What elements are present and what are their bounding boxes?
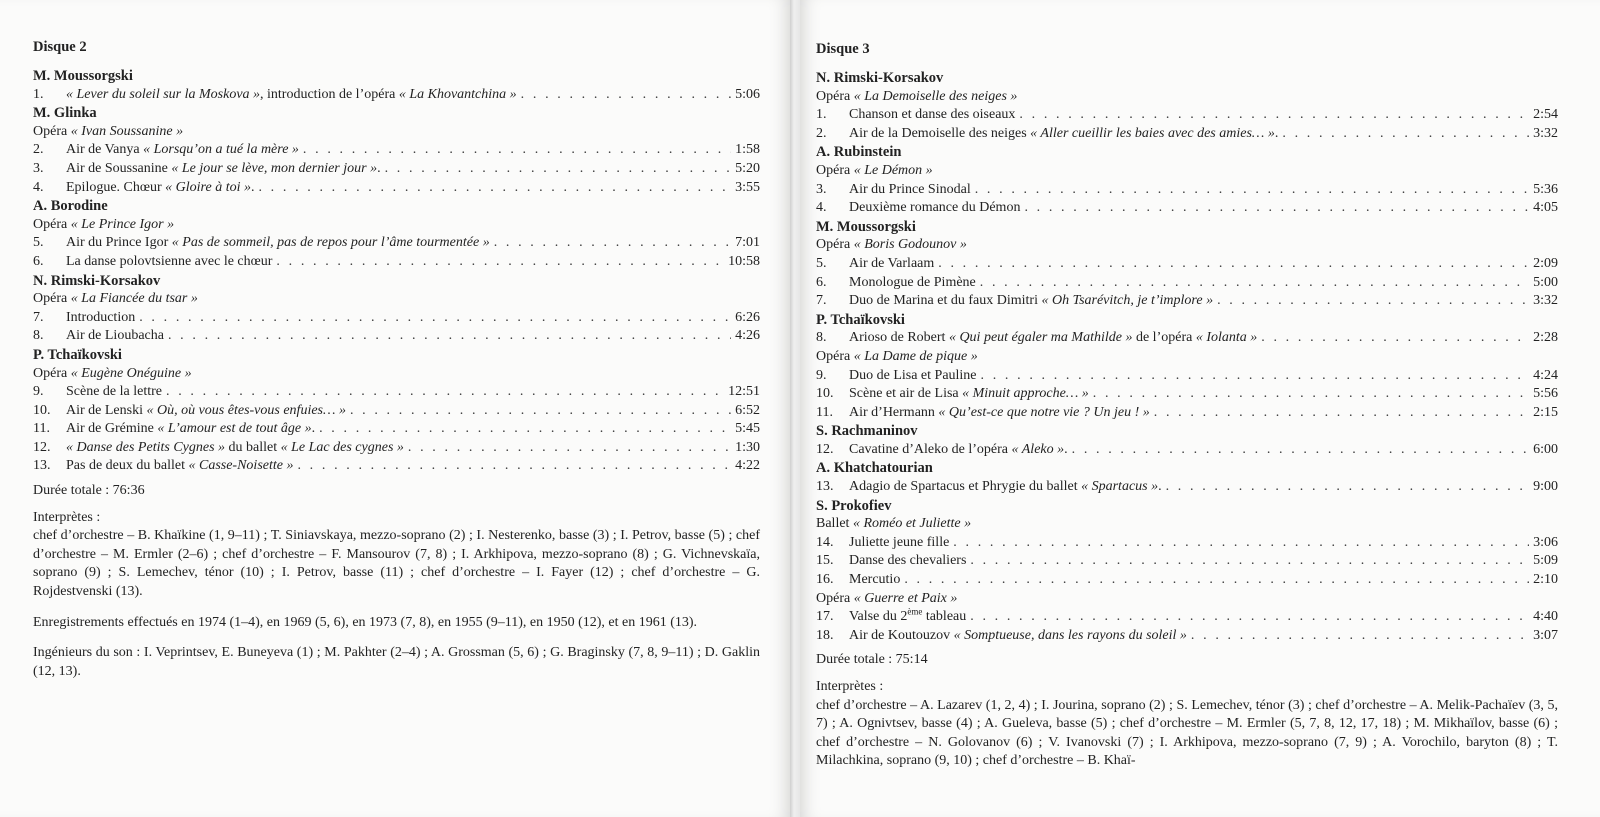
track-duration: 2:15 (1533, 404, 1558, 420)
track-row (816, 292, 1558, 311)
dot-leader (970, 552, 1529, 571)
track-title (849, 478, 1162, 497)
track-duration: 3:06 (1533, 534, 1558, 550)
track-title (849, 404, 1150, 423)
title-text: Duo de Marina et du faux Dimitri (849, 293, 1042, 309)
dot-leader (1166, 478, 1530, 497)
track-duration: 5:00 (1533, 274, 1558, 290)
dot-leader (981, 367, 1530, 386)
title-text: Arioso de Robert (849, 330, 949, 346)
italic-title: « Où, où vous êtes-vous enfuies… » (146, 402, 346, 418)
dot-leader (1282, 125, 1529, 144)
track-number: 8. (816, 330, 827, 346)
title-text: Chanson et danse des oiseaux (849, 107, 1016, 123)
track-title (849, 199, 1020, 218)
track-title (66, 234, 490, 253)
track-row (33, 141, 760, 160)
track-title (849, 274, 976, 293)
track-duration: 9:00 (1533, 479, 1558, 495)
dot-leader (938, 255, 1529, 274)
italic-title: « Oh Tsarévitch, je t’implore » (1041, 293, 1214, 309)
track-duration: 3:55 (735, 179, 760, 195)
italic-title: « Gloire à toi » (165, 179, 251, 195)
title-text: Duo de Lisa et Pauline (849, 367, 977, 383)
track-title (66, 327, 164, 346)
track-title (849, 534, 949, 553)
title-text: Danse des chevaliers (849, 553, 967, 569)
work-title (33, 365, 760, 384)
performers-label: Interprètes : (33, 509, 101, 525)
track-number: 18. (816, 627, 834, 643)
track-title (849, 255, 934, 274)
work-title (816, 88, 1558, 107)
track-number: 12. (816, 441, 834, 457)
track-duration: 5:06 (735, 86, 760, 102)
track-duration: 5:20 (735, 160, 760, 176)
dot-leader (970, 608, 1529, 627)
dot-leader (166, 383, 724, 402)
work-title (33, 290, 760, 309)
track-number: 7. (816, 293, 827, 309)
track-row (816, 608, 1558, 627)
title-text: . (1064, 441, 1068, 457)
track-duration: 10:58 (728, 253, 760, 269)
track-number: 3. (816, 181, 827, 197)
italic-title: « Pas de sommeil, pas de repos pour l’âme tourmentée » (171, 235, 490, 251)
composer-heading: A. Borodine (33, 198, 108, 215)
track-title (849, 125, 1278, 144)
track-number: 1. (816, 107, 827, 123)
track-title (849, 385, 1089, 404)
italic-title: « Qu’est-ce que notre vie ? Un jeu ! » (938, 404, 1150, 420)
title-text: . (377, 160, 381, 176)
track-title (849, 571, 900, 590)
track-duration: 5:56 (1533, 386, 1558, 402)
italic-title: « La Khovantchina » (398, 86, 517, 102)
title-text: Opéra (33, 365, 71, 381)
track-row (33, 420, 760, 439)
track-title (66, 160, 381, 179)
dot-leader (1024, 199, 1529, 218)
title-text: Deuxième romance du Démon (849, 200, 1021, 216)
tracklist (816, 69, 1558, 645)
disc-title: Disque 3 (816, 41, 870, 57)
track-row (816, 199, 1558, 218)
track-title (66, 457, 293, 476)
composer-heading: M. Moussorgski (33, 68, 133, 84)
track-title (66, 141, 299, 160)
track-row (816, 181, 1558, 200)
italic-title: « Roméo et Juliette » (852, 516, 972, 532)
dot-leader (1191, 627, 1529, 646)
title-text: Opéra (816, 237, 854, 253)
dot-leader (1154, 404, 1529, 423)
track-duration: 2:28 (1533, 330, 1558, 346)
dot-leader (258, 179, 731, 198)
track-row (33, 439, 760, 458)
title-text: Valse du 2 (849, 609, 908, 625)
track-number: 6. (816, 274, 827, 290)
italic-title: « Danse des Petits Cygnes » (66, 439, 226, 455)
dot-leader (276, 253, 724, 272)
italic-title: « Eugène Onéguine » (70, 365, 192, 381)
dot-leader (1093, 385, 1529, 404)
title-text: La danse polovtsienne avec le chœur (66, 253, 273, 269)
title-text: tableau (922, 609, 967, 625)
title-text: Air de Grémine (66, 421, 158, 437)
track-number: 4. (816, 200, 827, 216)
title-text: de l’opéra (1132, 330, 1196, 346)
italic-title: « Aleko » (1011, 441, 1065, 457)
track-row (33, 309, 760, 328)
track-number: 10. (816, 386, 834, 402)
track-number: 13. (33, 458, 51, 474)
track-duration: 5:09 (1533, 553, 1558, 569)
work-title (816, 515, 1558, 534)
title-text: Scène de la lettre (66, 384, 163, 400)
track-row (816, 404, 1558, 423)
track-duration: 6:52 (735, 402, 760, 418)
title-text: Air du Prince Igor (66, 235, 172, 251)
track-row (816, 385, 1558, 404)
italic-title: « Somptueuse, dans les rayons du soleil » (953, 627, 1187, 643)
track-title (66, 420, 315, 439)
title-text: Cavatine d’Aleko de l’opéra (849, 441, 1012, 457)
track-duration: 3:07 (1533, 627, 1558, 643)
performers-section (816, 678, 1558, 771)
dot-leader (303, 141, 731, 160)
italic-title: « Le Lac des cygnes » (280, 439, 404, 455)
title-text: Air du Prince Sinodal (849, 181, 971, 197)
performers-label: Interprètes : (816, 679, 884, 694)
composer-heading: A. Khatchatourian (816, 460, 933, 477)
title-text: Opéra (816, 162, 854, 178)
title-text: Air de Soussanine (66, 160, 172, 176)
title-text: , introduction de l’opéra (260, 86, 399, 102)
superscript: ème (907, 606, 923, 617)
track-duration: 5:45 (735, 421, 760, 437)
track-row (33, 457, 760, 476)
track-row (816, 571, 1558, 590)
italic-title: « L’amour est de tout âge » (157, 421, 312, 437)
track-number: 5. (816, 255, 827, 271)
work-title (816, 162, 1558, 181)
total-duration: Durée totale : 76:36 (33, 483, 145, 499)
title-text: Monologue de Pimène (849, 274, 976, 290)
track-duration: 1:58 (735, 142, 760, 158)
track-row (816, 552, 1558, 571)
title-text: Air de Vanya (66, 142, 144, 158)
dot-leader (385, 160, 732, 179)
track-row (816, 274, 1558, 293)
dot-leader (408, 439, 731, 458)
book-gutter (790, 0, 800, 817)
dot-leader (319, 420, 731, 439)
italic-title: « La Demoiselle des neiges » (853, 88, 1018, 104)
title-text: Juliette jeune fille (849, 534, 950, 550)
track-title (849, 329, 1257, 348)
track-number: 16. (816, 572, 834, 588)
italic-title: « Guerre et Paix » (853, 590, 958, 606)
track-title (849, 181, 971, 200)
track-row (816, 478, 1558, 497)
title-text: Epilogue. Chœur (66, 179, 166, 195)
title-text: Air de la Demoiselle des neiges (849, 125, 1031, 141)
title-text: Ballet (816, 516, 853, 532)
track-duration: 12:51 (728, 384, 760, 400)
track-title (849, 608, 966, 627)
title-text: Opéra (816, 590, 854, 606)
dot-leader (1072, 441, 1529, 460)
dot-leader (168, 327, 731, 346)
title-text: Opéra (33, 123, 71, 139)
performers-text: chef d’orchestre – B. Khaïkine (1, 9–11) ; T. Siniavskaya, mezzo-soprano (2) ; I. Nesterenko, basse (3) ; I. Petrov, basse (5) ; chef d’orchestre – M. Ermler (2–6) ; chef d’orchestre – F. Mansourov (7, 8) ; I. Arkhipova, mezzo-soprano (8) ; G. Vichnevskaïa, soprano (9) ; S. Lemechev, ténor (10) ; I. Petrov, basse (11) ; chef d’orchestre – I. Fayer (12) ; chef d’orchestre – G. Rojdestvenski (13). (33, 528, 760, 600)
track-duration: 7:01 (735, 235, 760, 251)
track-title (66, 439, 404, 458)
italic-title: « Le Prince Igor » (70, 216, 175, 232)
track-row (33, 234, 760, 253)
italic-title: « Qui peut égaler ma Mathilde » (948, 330, 1133, 346)
title-text: du ballet (225, 439, 281, 455)
engineers-text: Ingénieurs du son : I. Veprintsev, E. Buneyeva (1) ; M. Pakhter (2–4) ; A. Grossman (5, 6) ; G. Braginsky (7, 8, 9–11) ; D. Gaklin (12, 13). (33, 645, 760, 679)
italic-title: « La Fiancée du tsar » (70, 291, 198, 307)
track-duration: 5:36 (1533, 181, 1558, 197)
composer-heading: M. Moussorgski (816, 218, 916, 235)
composer-heading: P. Tchaïkovski (33, 346, 122, 363)
track-duration: 4:05 (1533, 200, 1558, 216)
track-duration: 3:32 (1533, 293, 1558, 309)
dot-leader (953, 534, 1529, 553)
track-number: 7. (33, 309, 44, 325)
track-row (33, 253, 760, 272)
track-row (33, 327, 760, 346)
italic-title: « Minuit approche… » (962, 386, 1089, 402)
italic-title: « Ivan Soussanine » (70, 123, 184, 139)
title-text: Opéra (816, 348, 854, 364)
title-text: Air de Varlaam (849, 255, 935, 271)
track-duration: 4:26 (735, 328, 760, 344)
track-title (66, 383, 162, 402)
track-row (816, 106, 1558, 125)
dot-leader (980, 274, 1529, 293)
track-row (816, 255, 1558, 274)
dot-leader (521, 86, 731, 105)
track-title (849, 627, 1187, 646)
title-text: Pas de deux du ballet (66, 458, 189, 474)
title-text: . (250, 179, 255, 195)
title-text: Scène et air de Lisa (849, 386, 963, 402)
work-title (33, 216, 760, 235)
dot-leader (904, 571, 1529, 590)
dot-leader (1019, 106, 1529, 125)
right-page (800, 0, 1600, 817)
track-row (33, 86, 760, 105)
work-title (816, 236, 1558, 255)
italic-title: « Boris Godounov » (853, 237, 967, 253)
track-number: 9. (33, 384, 44, 400)
track-number: 2. (816, 125, 827, 141)
dot-leader (494, 234, 731, 253)
track-title (66, 179, 254, 198)
track-duration: 4:22 (735, 458, 760, 474)
left-page (0, 0, 790, 817)
track-row (816, 441, 1558, 460)
track-number: 3. (33, 160, 44, 176)
composer-heading: P. Tchaïkovski (816, 311, 905, 328)
track-duration: 2:54 (1533, 107, 1558, 123)
track-number: 2. (33, 142, 44, 158)
track-duration: 2:10 (1533, 572, 1558, 588)
disc-title: Disque 2 (33, 39, 87, 55)
track-row (816, 534, 1558, 553)
track-title (66, 86, 517, 105)
dot-leader (975, 181, 1529, 200)
track-row (33, 179, 760, 198)
dot-leader (297, 457, 731, 476)
recordings-text: Enregistrements effectués en 1974 (1–4), en 1969 (5, 6), en 1973 (7, 8), en 1955 (9–11), en 1950 (12), et en 1961 (13). (33, 614, 698, 630)
composer-heading: S. Rachmaninov (816, 423, 918, 440)
track-number: 12. (33, 439, 51, 455)
track-row (33, 402, 760, 421)
italic-title: « Le Démon » (853, 162, 933, 178)
italic-title: « Casse-Noisette » (188, 458, 294, 474)
italic-title: « Lever du soleil sur la Moskova » (66, 86, 261, 102)
track-number: 1. (33, 86, 44, 102)
track-title (66, 309, 135, 328)
composer-heading: M. Glinka (33, 105, 97, 122)
track-number: 4. (33, 179, 44, 195)
work-title (816, 590, 1558, 609)
composer-heading: A. Rubinstein (816, 144, 902, 161)
track-title (849, 106, 1015, 125)
track-row (816, 125, 1558, 144)
track-title (849, 552, 966, 571)
title-text: . (311, 421, 316, 437)
track-duration: 3:32 (1533, 125, 1558, 141)
track-number: 8. (33, 328, 44, 344)
track-title (849, 292, 1213, 311)
composer-heading: N. Rimski-Korsakov (816, 70, 944, 86)
track-row (33, 160, 760, 179)
track-duration: 1:30 (735, 439, 760, 455)
track-row (816, 329, 1558, 348)
dot-leader (1217, 292, 1529, 311)
italic-title: « Aller cueillir les baies avec des amies… » (1030, 125, 1275, 141)
title-text: Opéra (33, 291, 71, 307)
title-text: Mercutio (849, 572, 901, 588)
title-text: Air de Koutouzov (849, 627, 954, 643)
italic-title: « Spartacus » (1081, 479, 1159, 495)
title-text: . (1158, 479, 1162, 495)
track-duration: 6:00 (1533, 441, 1558, 457)
title-text: Air de Lenski (66, 402, 147, 418)
track-duration: 4:24 (1533, 367, 1558, 383)
track-title (849, 367, 977, 386)
track-title (66, 253, 272, 272)
performers-text: chef d’orchestre – A. Lazarev (1, 2, 4) ; I. Jourina, soprano (2) ; S. Lemechev, ténor (3) ; chef d’orchestre – A. Melik-Pachaïev (3, 5, 7) ; A. Ognivtsev, basse (4) ; A. Gueleva, basse (5) ; chef d’orchestre – M. Ermler (5, 7, 8, 12, 17, 18) ; M. Mikhaïlov, basse (6) ; chef d’orchestre – N. Golovanov (6) ; V. Ivanovski (7) ; I. Arkhipova, mezzo-soprano (7, 9) ; A. Vorochilo, baryton (8) ; T. Milachkina, soprano (9, 10) ; chef d’orchestre – B. Khaï- (816, 697, 1558, 769)
track-number: 17. (816, 609, 834, 625)
track-number: 9. (816, 367, 827, 383)
title-text: Introduction (66, 309, 136, 325)
composer-heading: S. Prokofiev (816, 497, 892, 514)
track-duration: 6:26 (735, 309, 760, 325)
work-title (33, 123, 760, 142)
track-number: 5. (33, 235, 44, 251)
title-text: Adagio de Spartacus et Phrygie du ballet (849, 479, 1082, 495)
italic-title: « La Dame de pique » (853, 348, 978, 364)
track-number: 11. (816, 404, 833, 420)
title-text: Opéra (33, 216, 71, 232)
track-number: 10. (33, 402, 51, 418)
italic-title: « Le jour se lève, mon dernier jour » (171, 160, 378, 176)
tracklist (33, 67, 760, 476)
dot-leader (139, 309, 731, 328)
dot-leader (350, 402, 731, 421)
track-row (816, 627, 1558, 646)
italic-title: « Lorsqu’on a tué la mère » (143, 142, 299, 158)
track-duration: 4:40 (1533, 609, 1558, 625)
title-text: Air de Lioubacha (66, 328, 164, 344)
composer-heading: N. Rimski-Korsakov (33, 272, 161, 289)
track-row (816, 367, 1558, 386)
total-duration: Durée totale : 75:14 (816, 652, 928, 668)
track-title (849, 441, 1068, 460)
track-number: 13. (816, 479, 834, 495)
italic-title: « Iolanta » (1195, 330, 1258, 346)
dot-leader (1261, 329, 1529, 348)
title-text: . (1274, 125, 1279, 141)
track-title (66, 402, 346, 421)
track-number: 6. (33, 253, 44, 269)
title-text: Air d’Hermann (849, 404, 939, 420)
track-duration: 2:09 (1533, 255, 1558, 271)
track-number: 14. (816, 534, 834, 550)
work-title (816, 348, 1558, 367)
track-row (33, 383, 760, 402)
track-number: 11. (33, 421, 50, 437)
track-number: 15. (816, 553, 834, 569)
title-text: Opéra (816, 88, 854, 104)
performers-section (33, 509, 760, 602)
